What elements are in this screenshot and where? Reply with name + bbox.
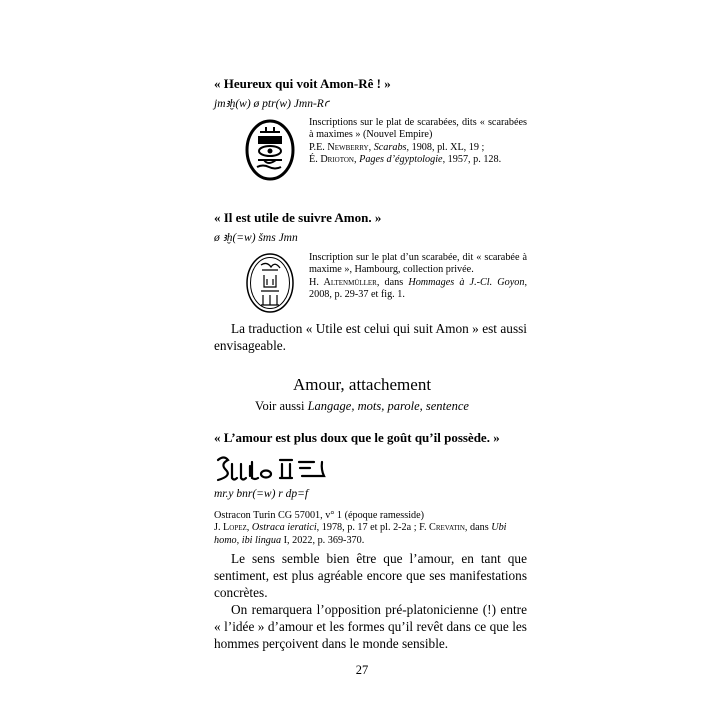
entry2-caption-line1: Inscription sur le plat d’un scarabée, dit « scarabée à maxime », Hambourg, collection privée. — [309, 252, 527, 276]
entry3-mid: dans — [467, 522, 489, 534]
entry3-heading: « L’amour est plus doux que le goût qu’il possède. » — [214, 430, 500, 445]
entry2-body — [214, 320, 527, 354]
entry1-caption-ref1 — [309, 142, 527, 154]
entry3-paragraph1: Le sens semble bien être que l’amour, en tant que sentiment, est plus agréable encore que ses manifestations concrètes. — [214, 551, 527, 600]
scarab-seal-2-image — [244, 251, 296, 315]
page-number: 27 — [355, 663, 369, 677]
entry3-source2 — [214, 522, 527, 547]
entry2-author: H. Altenmüller, — [309, 276, 380, 288]
see-also-line — [0, 399, 724, 414]
entry3-paragraph2: On remarquera l’opposition pré-platonicienne (!) entre « l’idée » d’amour et les formes qu’il revêt dans ce que les hommes perçoivent dans le monde sensible. — [214, 602, 527, 651]
entry3-author2: F. Crevatin, — [419, 522, 468, 534]
hieratic-text-image — [214, 454, 328, 484]
entry1-transliteration: jmꜣḫ(w) ø ptr(w) Jmn-Rꜥ — [214, 98, 330, 110]
entry3-source1: Ostracon Turin CG 57001, v° 1 (époque ramesside) — [214, 510, 425, 521]
entry2-caption-ref — [309, 277, 527, 302]
entry1-rest1: 1908, pl. XL, 19 ; — [411, 141, 485, 153]
entry1-title2: Pages d’égyptologie — [359, 154, 443, 166]
entry3-commentary — [214, 550, 527, 652]
entry1-author2: É. Drioton, — [309, 154, 357, 166]
entry2-title: Hommages à J.-Cl. Goyon — [408, 276, 525, 288]
entry1-caption-ref2 — [309, 154, 527, 166]
entry3-title2: Ubi homo, ibi lingua — [214, 522, 507, 546]
entry1-rest2: , 1957, p. 128. — [442, 154, 502, 166]
entry2-transliteration: ø ꜣḫ(=w) šms Jmn — [214, 232, 298, 244]
see-also-terms: Langage, mots, parole, sentence — [307, 399, 469, 413]
entry3-rest1: , 1978, p. 17 et pl. 2-2a ; — [316, 522, 420, 534]
entry1-caption-line1: Inscriptions sur le plat de scarabées, dits « scarabées à maximes » (Nouvel Empire) — [309, 117, 527, 141]
see-also-prefix: Voir aussi — [255, 399, 305, 413]
entry3-title1: Ostraca ieratici — [251, 522, 317, 534]
entry2-heading: « Il est utile de suivre Amon. » — [214, 210, 382, 225]
entry2-mid: dans — [384, 276, 404, 288]
section-title: Amour, attachement — [292, 375, 432, 394]
entry2-body-paragraph: La traduction « Utile est celui qui suit Amon » est aussi envisageable. — [214, 321, 527, 353]
scarab-seal-1-image — [244, 118, 296, 182]
entry3-rest2: I, 2022, p. 369-370. — [281, 534, 365, 546]
entry2-rest: , 2008, p. 29-37 et fig. 1. — [309, 276, 528, 301]
entry3-author1: J. Lopez, — [214, 522, 250, 534]
entry3-sources — [214, 510, 527, 547]
entry3-transliteration: mr.y bnr(=w) r dp=f — [214, 488, 309, 500]
entry2-caption — [309, 252, 527, 302]
entry1-caption — [309, 117, 527, 167]
entry1-author1: P.E. Newberry, — [309, 141, 372, 153]
entry1-title1: Scarabs, — [373, 141, 410, 153]
entry1-heading: « Heureux qui voit Amon-Rê ! » — [214, 76, 391, 91]
